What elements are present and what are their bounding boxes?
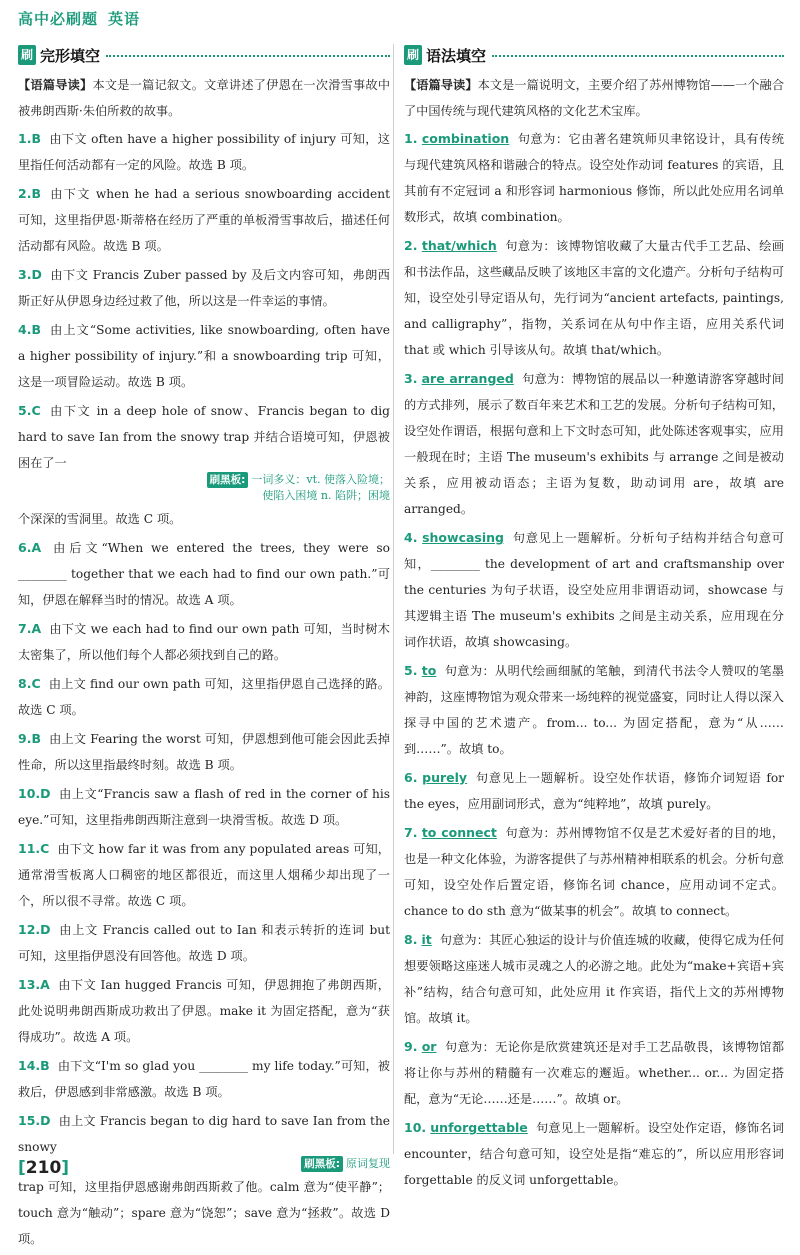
- item-answer: B: [31, 131, 41, 146]
- item-answer: C: [31, 676, 41, 691]
- brush-badge-icon: 刷: [404, 45, 422, 65]
- guide-text: 本文是一篇记叙文。文章讲述了伊恩在一次滑雪事故中被弗朗西斯·朱伯所救的故事。: [18, 78, 391, 118]
- item-number: 6.: [404, 770, 418, 785]
- item-number: 11.: [18, 841, 41, 856]
- item-answer: A: [31, 621, 42, 636]
- item-answer: A: [40, 977, 50, 992]
- page-number: [210]: [18, 1158, 70, 1178]
- brush-badge-icon: 刷: [18, 45, 36, 65]
- item-number: 3.: [404, 371, 418, 386]
- note-text: 使陷入困境 n. 陷阱；困境: [262, 489, 390, 502]
- item-number: 5.: [18, 403, 32, 418]
- item-explanation: 句意为：博物馆的展品以一种邀请游客穿越时间的方式排列，展示了数百年来艺术和工艺的发展。分析句子结构可知，设空处作谓语，根据句意和上下文时态可知，此处陈述客观事实，应用一般现在时；主语 The museum's exhibits 与 arrange 之间是被动关系，应用被动语态；主语为复数，助动词用 are，故填 are arranged。: [404, 372, 784, 516]
- item-explanation: 由下文“I'm so glad you ________ my life today.”可知，被救后，伊恩感到非常感激。故选 B 项。: [18, 1059, 390, 1099]
- item-explanation: 由上文 Francis began to dig hard to save Ian from the snowy: [18, 1114, 390, 1154]
- item-number: 14.: [18, 1058, 41, 1073]
- item-answer: D: [40, 1113, 51, 1128]
- answer-item: [404, 126, 784, 230]
- item-answer: combination: [421, 131, 510, 146]
- dotted-rule: [106, 55, 390, 57]
- item-explanation: 由下文 often have a higher possibility of injury 可知，这里指任何活动都有一定的风险。故选 B 项。: [18, 132, 390, 172]
- item-explanation: 句意为：其匠心独运的设计与价值连城的收藏，使得它成为任何想要领略这座迷人城市灵魂之人的必游之地。此处为“make+宾语+宾补”结构，结合句意可知，此处应用 it 作宾语，指代上文的苏州博物馆。故填 it。: [404, 933, 785, 1025]
- section-header-cloze: [18, 44, 390, 66]
- reading-guide: [404, 72, 784, 124]
- item-answer: purely: [422, 770, 468, 785]
- item-explanation: 由上文 Fearing the worst 可知，伊恩想到他可能会因此丢掉性命，所以这里指最终时刻。故选 B 项。: [18, 732, 390, 772]
- answer-item: [18, 398, 390, 476]
- answer-item: [404, 366, 784, 522]
- item-explanation: 由下文 how far it was from any populated areas 可知，通常滑雪板离人口稠密的地区都很近，而这里人烟稀少却出现了一个，所以很不寻常。故选 C 项。: [18, 842, 390, 908]
- answer-item: [18, 317, 390, 395]
- guide-tag: 【语篇导读】: [18, 78, 93, 92]
- reading-guide: [18, 72, 390, 124]
- item-number: 9.: [404, 1039, 418, 1054]
- blackboard-note: [18, 472, 390, 504]
- item-answer: showcasing: [422, 530, 504, 545]
- item-number: 4.: [18, 322, 32, 337]
- item-explanation: 由下文 when he had a serious snowboarding accident 可知，这里指伊恩·斯蒂格在经历了严重的单板滑雪事故后，描述任何活动都有风险。故选 B 项。: [18, 187, 390, 253]
- dotted-rule: [492, 55, 784, 57]
- right-column: [404, 44, 784, 1196]
- item-answer: that/which: [421, 238, 497, 253]
- item-answer: B: [31, 186, 41, 201]
- item-answer: to: [421, 663, 437, 678]
- answer-item: [404, 1115, 784, 1193]
- item-explanation: 句意为：从明代绘画细腻的笔触，到清代书法令人赞叹的笔墨神韵，这座博物馆为观众带来一场纯粹的视觉盛宴，同时让人得以深入探寻中国的艺术遗产。from... to... 为固定搭配，意为“从……到……”。故填 to。: [404, 664, 785, 756]
- item-number: 2.: [404, 238, 418, 253]
- note-text: 原词复现: [346, 1157, 390, 1170]
- answer-item: [18, 781, 390, 833]
- answer-item: [404, 658, 784, 762]
- section-header-grammar: [404, 44, 784, 66]
- note-label: 刷黑板:: [301, 1156, 343, 1172]
- item-explanation: 句意为：它由著名建筑师贝聿铭设计，具有传统与现代建筑风格和谐融合的特点。设空处作动词 features 的宾语，且其前有不定冠词 a 和形容词 harmonious 修饰，所以此处应用名词单数形式，故填 combination。: [404, 132, 785, 224]
- item-answer: B: [40, 1058, 50, 1073]
- item-answer: D: [31, 267, 42, 282]
- item-number: 7.: [404, 825, 418, 840]
- item-explanation: 句意为：该博物馆收藏了大量古代手工艺品、绘画和书法作品，这些藏品反映了该地区丰富的文化遗产。分析句子结构可知，设空处引导定语从句，先行词为“ancient artefacts, paintings, and calligraphy”，指物，关系词在从句中作主语，应用关系代词 that 或 which 引导该从句。故填 that/which。: [404, 239, 785, 357]
- answer-item: [18, 262, 390, 314]
- page-number-value: 210: [25, 1158, 62, 1178]
- note-text: 一词多义：vt. 使落入险境；: [251, 473, 390, 486]
- item-continuation: 个深深的雪洞里。故选 C 项。: [18, 512, 182, 526]
- item-number: 12.: [18, 922, 41, 937]
- item-answer: unforgettable: [430, 1120, 528, 1135]
- item-explanation: 由下文 Francis Zuber passed by 及后文内容可知，弗朗西斯正好从伊恩身边经过救了他，所以这是一件幸运的事情。: [18, 268, 390, 308]
- section-title: 语法填空: [426, 46, 487, 65]
- item-number: 8.: [18, 676, 32, 691]
- section-title: 完形填空: [40, 46, 101, 65]
- item-answer: B: [31, 731, 41, 746]
- subject-label: 英语: [108, 10, 141, 28]
- item-number: 8.: [404, 932, 418, 947]
- item-explanation: 由下文 Ian hugged Francis 可知，伊恩拥抱了弗朗西斯，此处说明弗朗西斯成功救出了伊恩。make it 为固定搭配，意为“获得成功”。故选 A 项。: [18, 978, 390, 1044]
- item-answer: C: [40, 841, 50, 856]
- answer-item: [404, 765, 784, 817]
- item-explanation: 句意见上一题解析。分析句子结构并结合句意可知，________ the development of art and craftsmanship over the centuries 为句子状语，设空处应用非谓语动词，showcase 与其逻辑主语 The museum's exhibits 之间是主动关系，应用现在分词作状语，故填 showcasing。: [404, 531, 785, 649]
- item-answer: it: [421, 932, 432, 947]
- guide-text: 本文是一篇说明文，主要介绍了苏州博物馆——一个融合了中国传统与现代建筑风格的文化艺术宝库。: [404, 78, 785, 118]
- item-number: 1.: [18, 131, 32, 146]
- item-explanation: 句意见上一题解析。设空处作定语，修饰名词 encounter，结合句意可知，设空处是指“难忘的”，所以应用形容词 forgettable 的反义词 unforgettable。: [404, 1121, 785, 1187]
- answer-item: [18, 535, 390, 613]
- answer-item: [18, 126, 390, 178]
- item-answer: or: [421, 1039, 437, 1054]
- book-title: 高中必刷题: [18, 10, 99, 28]
- item-answer: A: [31, 540, 42, 555]
- answer-item: [404, 927, 784, 1031]
- note-label: 刷黑板:: [207, 472, 249, 488]
- page-header: [18, 8, 140, 29]
- item-continuation: trap 可知，这里指伊恩感谢弗朗西斯救了他。calm 意为“使平静”；touch 意为“触动”；spare 意为“饶恕”；save 意为“拯救”。故选 D 项。: [18, 1180, 390, 1246]
- answer-item: [18, 181, 390, 259]
- item-number: 9.: [18, 731, 32, 746]
- item-explanation: 句意见上一题解析。设空处作状语，修饰介词短语 for the eyes，应用副词形式，意为“纯粹地”，故填 purely。: [404, 771, 784, 811]
- item-number: 7.: [18, 621, 32, 636]
- answer-item: [404, 820, 784, 924]
- item-explanation: 由下文 we each had to find our own path 可知，当时树木太密集了，所以他们每个人都必须找到自己的路。: [18, 622, 390, 662]
- answer-item: [18, 1108, 390, 1160]
- blackboard-note: [18, 1156, 390, 1172]
- item-explanation: 由后文“When we entered the trees, they were so ________ together that we each had to find our own path.”可知，伊恩在解释当时的情况。故选 A 项。: [18, 541, 390, 607]
- item-number: 13.: [18, 977, 41, 992]
- item-answer: B: [31, 322, 41, 337]
- item-explanation: 由上文“Some activities, like snowboarding, often have a higher possibility of injury.”和 a snowboarding trip 可知，这是一项冒险运动。故选 B 项。: [18, 323, 390, 389]
- item-number: 10.: [18, 786, 41, 801]
- item-explanation: 由上文 Francis called out to Ian 和表示转折的连词 but 可知，这里指伊恩没有回答他。故选 D 项。: [18, 923, 390, 963]
- item-number: 3.: [18, 267, 32, 282]
- answer-item: [18, 972, 390, 1050]
- answer-item: [18, 616, 390, 668]
- left-column: [18, 44, 390, 1255]
- item-explanation: 由上文 find our own path 可知，这里指伊恩自己选择的路。故选 C 项。: [18, 677, 390, 717]
- item-explanation: 由上文“Francis saw a flash of red in the corner of his eye.”可知，这里指弗朗西斯注意到一块滑雪板。故选 D 项。: [18, 787, 390, 827]
- item-explanation: 句意为：苏州博物馆不仅是艺术爱好者的目的地，也是一种文化体验，为游客提供了与苏州精神相联系的机会。分析句意可知，设空处作后置定语，修饰名词 chance，应用动词不定式。chance to do sth 意为“做某事的机会”。故填 to connect。: [404, 826, 785, 918]
- answer-item: [18, 1053, 390, 1105]
- item-answer: D: [40, 922, 51, 937]
- answer-item: [18, 671, 390, 723]
- item-number: 2.: [18, 186, 32, 201]
- answer-item: [404, 233, 784, 363]
- item-explanation: 句意为：无论你是欣赏建筑还是对手工艺品敬畏，该博物馆都将让你与苏州的精髓有一次难忘的邂逅。whether... or... 为固定搭配，意为“无论……还是……”。故填 or。: [404, 1040, 785, 1106]
- item-answer: are arranged: [421, 371, 514, 386]
- answer-item: [18, 726, 390, 778]
- item-number: 1.: [404, 131, 418, 146]
- column-divider: [393, 44, 394, 1154]
- answer-item: [18, 917, 390, 969]
- item-answer: C: [31, 403, 41, 418]
- answer-item: [404, 1034, 784, 1112]
- item-number: 6.: [18, 540, 32, 555]
- item-number: 4.: [404, 530, 418, 545]
- answer-item: [404, 525, 784, 655]
- item-answer: D: [40, 786, 51, 801]
- item-number: 10.: [404, 1120, 427, 1135]
- answer-item: [18, 836, 390, 914]
- item-number: 5.: [404, 663, 418, 678]
- guide-tag: 【语篇导读】: [404, 78, 478, 92]
- item-explanation: 由下文 in a deep hole of snow、Francis began to dig hard to save Ian from the snowy trap 并结合语境可知，伊恩被困在了一: [18, 404, 390, 470]
- item-number: 15.: [18, 1113, 41, 1128]
- item-answer: to connect: [421, 825, 497, 840]
